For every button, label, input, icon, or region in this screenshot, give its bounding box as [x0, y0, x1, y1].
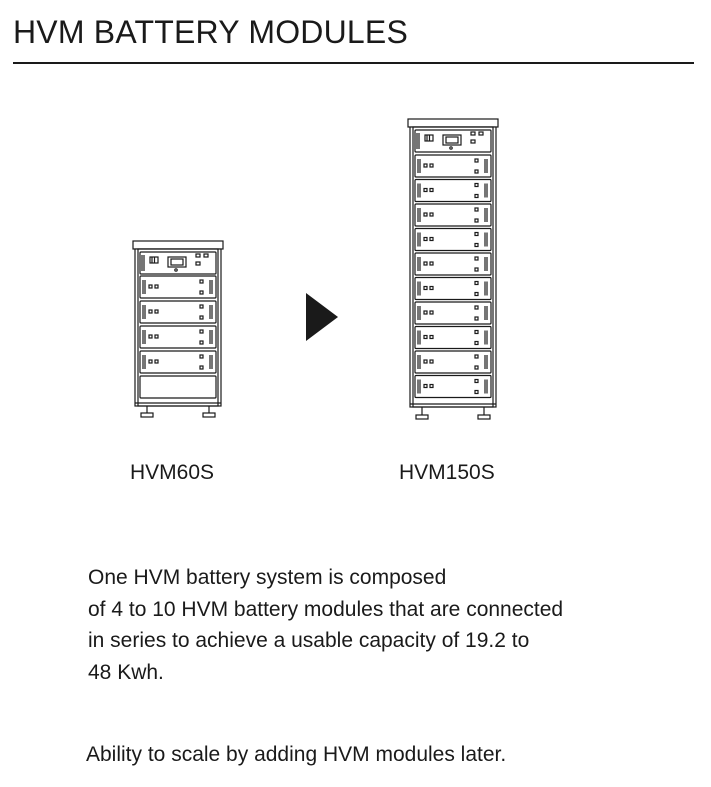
description-line: of 4 to 10 HVM battery modules that are connected [88, 597, 564, 621]
page-title: HVM BATTERY MODULES [13, 14, 408, 50]
hvm60s-caption: HVM60S [130, 461, 215, 484]
hvm60s-rack-illustration [130, 238, 226, 422]
description-line: One HVM battery system is composed [88, 566, 447, 589]
play-triangle-icon [305, 292, 339, 347]
hvm150s-caption: HVM150S [399, 461, 495, 484]
hvm150s-rack-illustration [405, 117, 501, 423]
description-line: 48 Kwh. [88, 660, 164, 684]
title-divider [13, 62, 694, 64]
scalability-note: Ability to scale by adding HVM modules later. [86, 743, 507, 766]
description-line: in series to achieve a usable capacity of 19.2 to [88, 629, 530, 652]
description-paragraph [88, 562, 688, 688]
